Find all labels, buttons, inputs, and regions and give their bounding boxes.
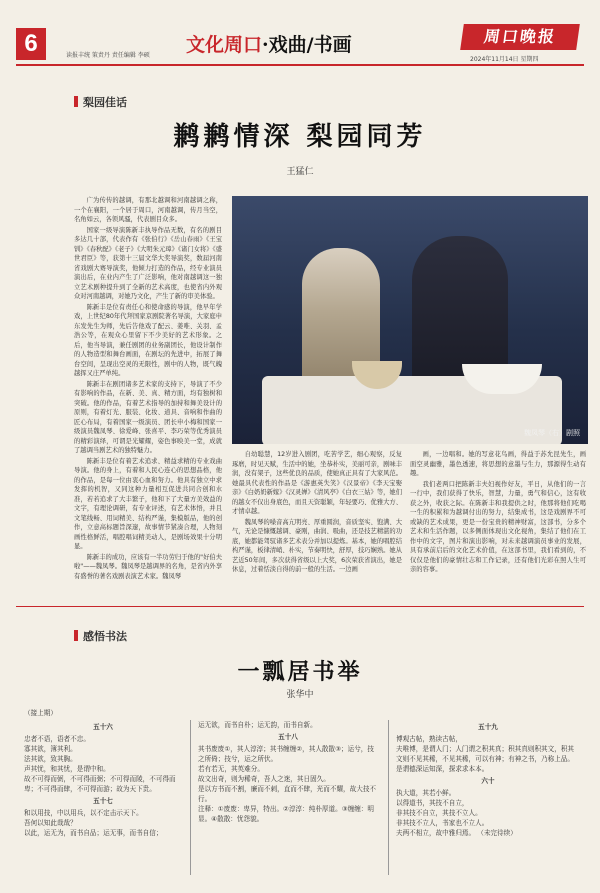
- verse-line: 非其技不立人，书家也不立人。: [396, 819, 489, 827]
- column-rule: [388, 720, 389, 875]
- article-author: 张华中: [286, 690, 314, 700]
- verse-line: 其书废废①，其人淳淳；其书缠缠②，其人散散③；运兮，技之所倚；技兮，运之所伏。: [198, 745, 374, 763]
- photo-caption: 魏凤琴（右）剧照: [524, 429, 580, 437]
- paragraph: 陈新丰是位有责任心和使命感的导演，他早年学戏，上世纪80年代拜国家京剧院著名导演，大家庭申东发先生为师，先后告他戏了配云、姜唯、关羽、孟浩公等，在观众心里留下不少美好的艺术形象。之后，他当导演，兼任剧团的业务副团长，他设计制作的人物造型和舞台画面，在剧坛的先进中，拓展了舞台空间，呈现出空灵的无限性，剧中的人物，既气魄越挥又庄严单纯。: [74, 303, 222, 377]
- paragraph: 自幼聪慧，12岁进入剧团，吃苦学艺，细心观察，反复琢磨，时见天赋，生活中的她，坐恭朴实，美丽可亲，剧味丰润，没有架子，这些优良的品质，使她真正具有了大家风范。她最具代表性的作品是《游惠英失笑》《汉景帝》《李天宝娶亲》《白奶奶新嫁》《汉灵婵》《清风亭》《白衣三姑》等，她们的越女不仅出身底色，而且天资聪颖，年轻要巧、优雅大方、才情卓越。: [232, 451, 402, 515]
- paragraph: 画，一边唱和。她的写意花鸟画，得益于苏允昆先生，画面空灵幽雅，墨色透速，将思想的意墨与生力，那源得生动有趣。: [410, 451, 586, 477]
- verse-heading: 五十九: [478, 723, 498, 731]
- paragraph: 陈新丰的成功，应该有一半功劳归于他的"好伯夫啦"——魏凤琴。魏凤琴是越调界的名角，是省内外享有盛誉的著名戏剧表演艺术家。魏凤琴: [74, 553, 222, 580]
- section-title-suffix: ·戏曲/书画: [262, 34, 352, 56]
- section-title: [186, 30, 352, 57]
- verse-line: 寡其欲，簿其利。: [24, 745, 77, 753]
- article-headline: 鹣鹣情深 梨园同芳: [173, 122, 427, 152]
- article-column-3: [410, 450, 586, 598]
- editor-credits: 读报丰统 策责丹 责任编辑 李硕: [66, 52, 150, 59]
- verse-line: 若有若无，其英难分。: [198, 765, 264, 773]
- verse-line: 忠者不语，语者不忠。: [24, 735, 90, 743]
- verse-heading: 五十六: [93, 723, 113, 731]
- verse-line: 是谓德深运知深，探求求本本。: [396, 765, 489, 773]
- verse-line: 故文出奇，则为稀奇，吾人之迷，其日固久。: [198, 775, 330, 783]
- column-label: 梨园佳话: [74, 94, 127, 110]
- verse-line: 执大道，其若小鲜。: [396, 789, 456, 797]
- paragraph: 陈新丰是位有着艺术追求、精益求精的专业戏曲导演。他的身上，有着和人民心连心的思想品格，他的作品，是每一位由衷心血和努力。他具有独立中求发挥的机智，又同这种力量相互促进共同合创和水准，若若追求了大丰繁子，他和下了大量方美效益的文字，有理论调研，有专业评述，有艺术体悟，并且文笔线畅、用词精美、结构严谨，集模版品，他的创作，立意高标题旨深邃，故事情节紧凑合理，人物刻画性格鲜活，唱腔唱词精美动人，是剧场效果十分明显。: [74, 457, 222, 550]
- column-label: 感悟书法: [74, 628, 127, 644]
- paragraph: 魏凤琴的嗓音高亢明亮、厚重圆润，音质坚实、饱满、大气，无论是慷慨越调、豪刚，曲润、吸曲，还是技艺精湛的功底，她都能驾驭诸多艺术表分并加以提炼。基本，她的唱腔结构严谨，板律清峭、朴实，节奏明快，舒厚，技巧娴熟。她从艺近50年间，多次获得省级以上大奖，6次荣获省演出，她是休息，过着恬淡自得的前一般的生活。一边画: [232, 518, 402, 573]
- verse-column-3: [396, 720, 580, 880]
- newspaper-brand: 周口晚报: [460, 24, 580, 50]
- article-author: 王猛仁: [286, 167, 314, 177]
- verse-column-1: [24, 720, 182, 875]
- paragraph: 国家一级导演陈新丰执导作品无数，有名的剧目多达几十部，代表作有《张伯行》《岳山春雨》《王宝钏》《春秋配》《老子》《大明朱元璋》《诸门女将》《盛世君臣》等，获第十三届文华大奖导演奖，数届河南省戏剧大赛导演奖，他倾力打造的作品，经专业演员演出后，在业内产生了广泛影响，他对南越调这一独立艺术剧种提升到了全新的艺术高度，也使省内外观众对河南越调，对她乃文化，产生了新的审美体验。: [74, 226, 222, 300]
- continued-note: （接上期）: [24, 709, 57, 717]
- verse-line: 注释：①废废：卑异，特出。②淳淳：纯朴厚道。③缠缠：明显。④散散：忧怨貌。: [198, 805, 374, 823]
- verse-line: 运无欲，而书自朴；运无韵，而书自新。: [198, 721, 317, 729]
- paragraph: 广为传传的越调，有那北越调和河南越调之称，一个在襄阳，一个居于周口，河南越调，传月当空，名角如云，各领风骚，代表剧目众多。: [74, 197, 222, 223]
- verse-heading: 五十七: [93, 797, 113, 805]
- verse-line: 夫两不相立，故中雅归焉。 （未完待续）: [396, 829, 517, 837]
- verse-line: 博观古帖，熟读古帖，: [396, 735, 462, 743]
- verse-line: 非其技不自立，其技不立人。: [396, 809, 482, 817]
- verse-line: 法其欲，致其胸。: [24, 755, 77, 763]
- verse-line: 故不可得而弼，不可得而弼；不可得而陵，不可得而卑；不可得而肆，不可得而游；故为天下贵。: [24, 775, 176, 793]
- verse-column-2: [198, 720, 378, 875]
- stage-photo: [232, 196, 588, 444]
- header-rule: [16, 64, 584, 66]
- verse-heading: 六十: [481, 777, 495, 785]
- column-rule: [190, 720, 191, 875]
- issue-date: 2024年11月14日 星期四: [470, 56, 539, 63]
- verse-line: 以此，运无为，而书自品；运无事，而书自信；: [24, 829, 163, 837]
- article-column-2: [232, 450, 402, 598]
- verse-line: 夫唯博，是谓人门；人门谓之积其真；积其真则积其文，积其文则不见其稀，不见其稀，可以有神；有神之书，乃称上品。: [396, 745, 575, 763]
- section-divider: [16, 606, 584, 607]
- article-headline: 一瓢居书举: [237, 659, 363, 685]
- verse-line: 和以用技，中以用兵，以不定击示天下。: [24, 809, 143, 817]
- article-column-1: [74, 196, 222, 598]
- verse-heading: 五十八: [278, 733, 298, 741]
- paragraph: 陈新丰在剧团诸多艺术家的支持下，导演了不少有影响的作品，在新、美、真、精方面，均有独树和突破。他的作品，有着艺术指导的加持和舞美设计的原则，有着灯光、服装、化妆、道具、音响和作曲的匠心布局，有着国家一级演员、团长申小梅和国家一级演员魏凤琴、徐爱峰、张喜平、李巧荣等优秀演员的精彩演绎，可谓是光耀耀，姿色事映美一堂，成就了越调当剧艺术的独特魅力。: [74, 380, 222, 454]
- page-number: 6: [16, 28, 46, 60]
- verse-line: 是以方书而不割，廉而不刺，直而不肆，光而不耀，故大技不行。: [198, 785, 377, 803]
- section-title-prefix: 文化周口: [186, 34, 263, 56]
- verse-line: 吾何以知此哉哉？: [24, 819, 77, 827]
- verse-line: 声其忧，和其忧，是谓中和。: [24, 765, 110, 773]
- paragraph: 我们老两口把陈新丰夫妇视作好友，平日，从他们的一言一行中，我们获得了快乐，智慧，力量，勇气和信心，这有收获之外，收获之际。在陈新丰和我提供之时，他那将他们吃喝一生的积累和为越调付出的努力，结集成书，这是戏剧界不可或缺的艺术成果，更是一份宝贵的精神财富，这部书，分多个艺术和生活作题，以多侧面体现出文化视角，集结了他们在工作中的文字，图片和演出影响，对未来越调演员事业的发展，具有承前启后的文化艺术价值，在这部书里，我们看到的，不仅仅是他们的豪情壮志和工作记录，还有他们光彩在照人生可亲的容事。: [410, 480, 586, 573]
- verse-line: 以得道书，其技不自立，: [396, 799, 469, 807]
